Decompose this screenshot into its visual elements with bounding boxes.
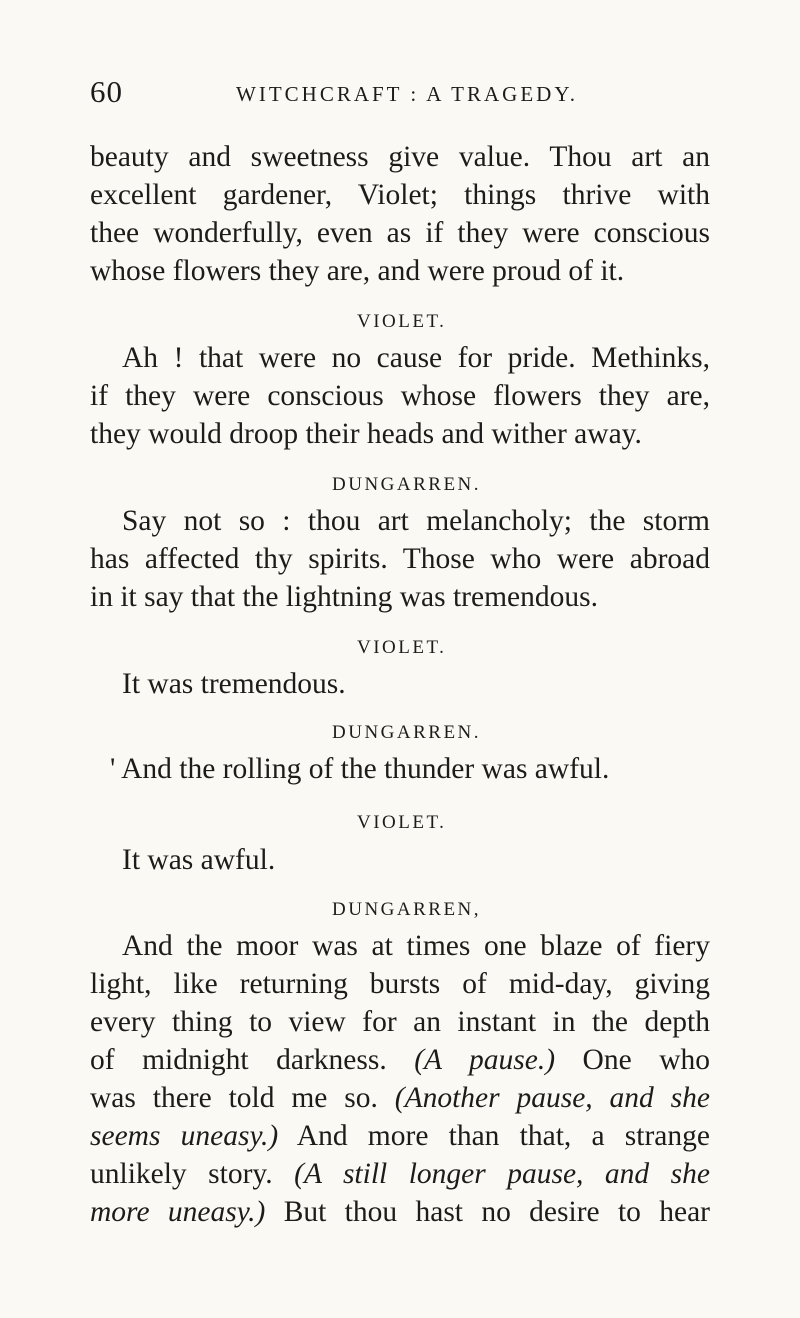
text-line: beauty and sweetness give value. Thou art an [90, 141, 710, 173]
text-line: Say not so : thou art melancholy; the storm [122, 505, 710, 537]
text-fragment: of midnight darkness. [90, 1044, 387, 1076]
speaker-name: DUNGARREN. [332, 474, 482, 495]
speaker-name: DUNGARREN. [332, 722, 482, 743]
speaker-name: VIOLET. [357, 637, 447, 658]
text-line [90, 1193, 710, 1231]
text-line: It was awful. [122, 844, 276, 876]
text-line: excellent gardener, Violet; things thrive with [90, 179, 710, 211]
stage-direction: seems uneasy.) [90, 1120, 279, 1152]
text-line: It was tremendous. [122, 668, 346, 700]
speech-violet [90, 665, 710, 703]
speech-violet [90, 339, 710, 377]
text-line: in it say that the lightning was tremendous. [90, 581, 598, 613]
text-fragment: unlikely story. [90, 1158, 273, 1190]
text-line: they would droop their heads and wither away. [90, 418, 642, 450]
text-line: every thing to view for an instant in the depth [90, 1006, 710, 1038]
stage-direction: (A pause.) [414, 1044, 556, 1076]
text-line: whose flowers they are, and were proud of it. [90, 255, 625, 287]
text-fragment: One who [582, 1044, 710, 1076]
speech-dungarren-long-cont [90, 965, 710, 1231]
text-line: thee wonderfully, even as if they were conscious [90, 217, 710, 249]
speech-dungarren [90, 502, 710, 540]
text-fragment: And more than that, a strange [296, 1120, 710, 1152]
text-line: if they were conscious whose flowers they are, [90, 380, 710, 412]
text-fragment: was there told me so. [90, 1082, 378, 1114]
text-line: light, like returning bursts of mid-day, giving [90, 968, 710, 1000]
text-line: And the moor was at times one blaze of fiery [122, 930, 710, 962]
speech-dungarren-long [90, 927, 710, 965]
text-fragment: But thou hast no desire to hear [283, 1196, 711, 1228]
speaker-name: VIOLET. [357, 311, 447, 332]
page-number: 60 [90, 74, 123, 109]
text-line: has affected thy spirits. Those who were abroad [90, 543, 710, 575]
speech-dungarren [110, 750, 710, 788]
stage-direction: (A still longer pause, and she [294, 1158, 710, 1190]
text-line [90, 1117, 710, 1155]
running-title: WITCHCRAFT : A TRAGEDY. [236, 82, 579, 106]
text-line: Ah ! that were no cause for pride. Methinks, [122, 342, 710, 374]
paragraph-continuation [90, 138, 710, 290]
speech-violet [90, 841, 710, 879]
text-line [90, 1155, 710, 1193]
text-line [90, 1079, 710, 1117]
text-line: ' And the rolling of the thunder was awful. [110, 753, 610, 785]
speaker-name: DUNGARREN, [332, 899, 482, 920]
speaker-name: VIOLET. [357, 812, 447, 833]
stage-direction: (Another pause, and she [394, 1082, 711, 1114]
speech-dungarren-cont [90, 540, 710, 616]
text-line [90, 1041, 710, 1079]
speech-violet-cont [90, 377, 710, 453]
running-head [90, 74, 710, 114]
stage-direction: more uneasy.) [90, 1196, 266, 1228]
